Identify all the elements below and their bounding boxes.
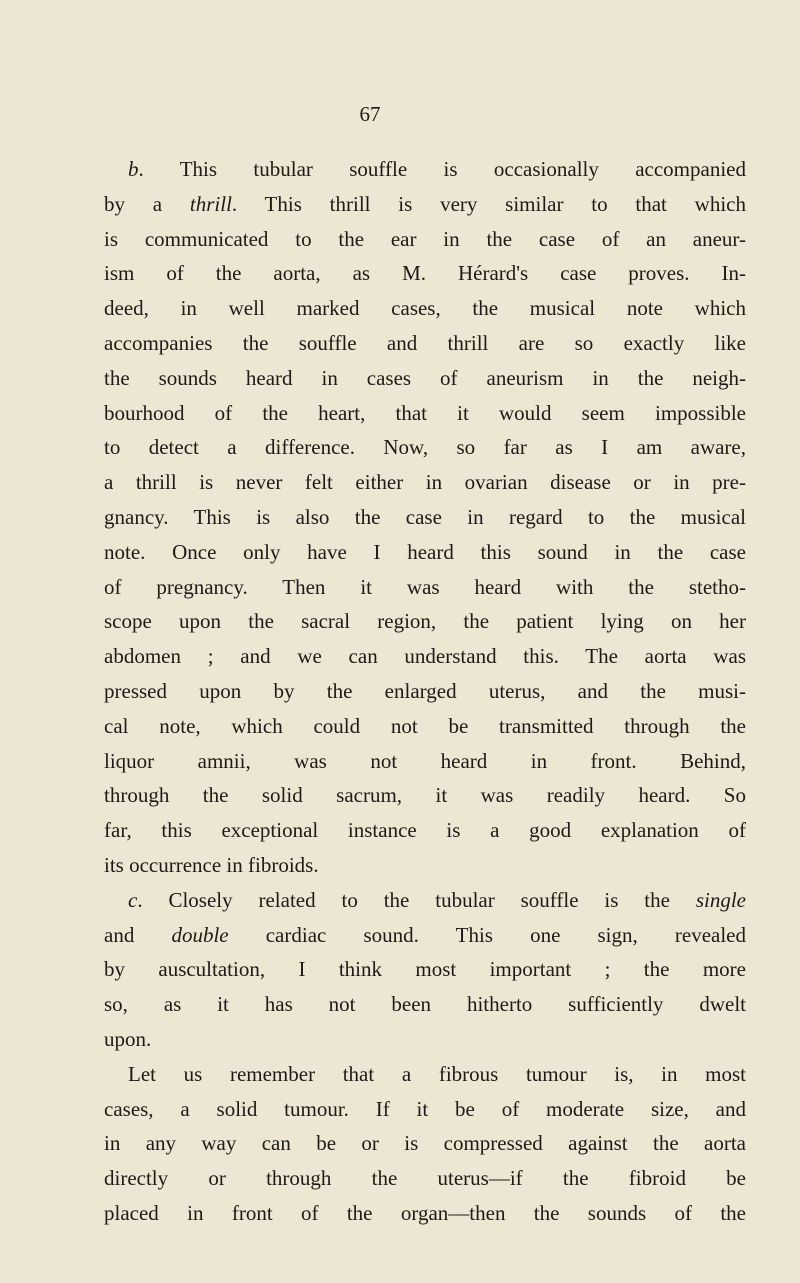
text-line: [104, 430, 746, 465]
text-line: [104, 709, 746, 744]
text-line: [104, 500, 746, 535]
text-line: [104, 813, 746, 848]
text-line: [104, 604, 746, 639]
text-run: upon.: [104, 1026, 152, 1051]
text-run: Let us remember that a fibrous tumour is, in most: [128, 1061, 746, 1086]
text-run: scope upon the sacral region, the patient lying on her: [104, 609, 746, 634]
text-run: liquor amnii, was not heard in front. Behind,: [104, 748, 746, 773]
text-line: [104, 396, 746, 431]
text-line: [104, 1161, 746, 1196]
text-run: and: [104, 922, 172, 947]
text-run: deed, in well marked cases, the musical note which: [104, 296, 746, 321]
text-run: bourhood of the heart, that it would seem impossible: [104, 400, 746, 425]
text-run: abdomen ; and we can understand this. The aorta was: [104, 644, 746, 669]
text-run: to detect a difference. Now, so far as I am aware,: [104, 435, 746, 460]
text-run: note. Once only have I heard this sound in the case: [104, 539, 746, 564]
text-line: [104, 222, 746, 257]
text-run: directly or through the uterus—if the fibroid be: [104, 1166, 746, 1191]
text-run: . Closely related to the tubular souffle is the: [137, 887, 696, 912]
text-line: [104, 883, 746, 918]
text-run: by auscultation, I think most important ; the more: [104, 957, 746, 982]
text-line: [104, 326, 746, 361]
text-line: [104, 918, 746, 953]
text-line: [104, 778, 746, 813]
text-line: [104, 674, 746, 709]
text-run: . This thrill is very similar to that which: [231, 191, 746, 216]
text-line: [104, 744, 746, 779]
text-line: [104, 1057, 746, 1092]
text-run: cases, a solid tumour. If it be of moderate size, and: [104, 1096, 746, 1121]
text-run: . This tubular souffle is occasionally accompanied: [138, 157, 746, 181]
text-line: [104, 1196, 746, 1231]
text-line: [104, 535, 746, 570]
italic-text: b: [128, 157, 139, 181]
text-run: far, this exceptional instance is a good explanation of: [104, 818, 746, 843]
text-run: accompanies the souffle and thrill are so exactly like: [104, 330, 746, 355]
text-line: [104, 1126, 746, 1161]
text-line: [104, 1022, 746, 1057]
text-line: [104, 639, 746, 674]
italic-text: single: [695, 887, 746, 912]
text-run: in any way can be or is compressed against the aorta: [104, 1131, 746, 1156]
text-run: cardiac sound. This one sign, revealed: [228, 922, 746, 947]
text-line: [104, 848, 746, 883]
text-run: its occurrence in fibroids.: [104, 852, 319, 877]
text-run: through the solid sacrum, it was readily heard. So: [104, 783, 746, 808]
text-run: of pregnancy. Then it was heard with the stetho-: [104, 574, 746, 599]
italic-text: double: [171, 922, 229, 947]
text-run: is communicated to the ear in the case of an aneur-: [104, 226, 746, 251]
text-run: a thrill is never felt either in ovarian disease or in pre-: [104, 470, 746, 495]
text-run: cal note, which could not be transmitted through the: [104, 713, 746, 738]
text-line: [104, 1092, 746, 1127]
text-run: so, as it has not been hitherto sufficiently dwelt: [104, 992, 746, 1017]
text-line: [104, 952, 746, 987]
text-run: gnancy. This is also the case in regard to the musical: [104, 504, 746, 529]
text-run: placed in front of the organ—then the sounds of the: [104, 1200, 746, 1225]
text-line: [104, 187, 746, 222]
text-line: [104, 465, 746, 500]
text-run: ism of the aorta, as M. Hérard's case proves. In-: [104, 261, 746, 286]
text-run: pressed upon by the enlarged uterus, and the musi-: [104, 678, 746, 703]
text-line: [104, 256, 746, 291]
page-number: 67: [359, 102, 381, 126]
text-line: [104, 987, 746, 1022]
body-text: [104, 152, 746, 1231]
text-run: by a: [104, 191, 190, 216]
text-line: [104, 291, 746, 326]
text-line: [104, 361, 746, 396]
text-line: [104, 570, 746, 605]
text-line: [104, 152, 746, 187]
text-run: the sounds heard in cases of aneurism in the neigh-: [104, 365, 746, 390]
italic-text: thrill: [189, 191, 232, 216]
italic-text: c: [128, 887, 138, 912]
